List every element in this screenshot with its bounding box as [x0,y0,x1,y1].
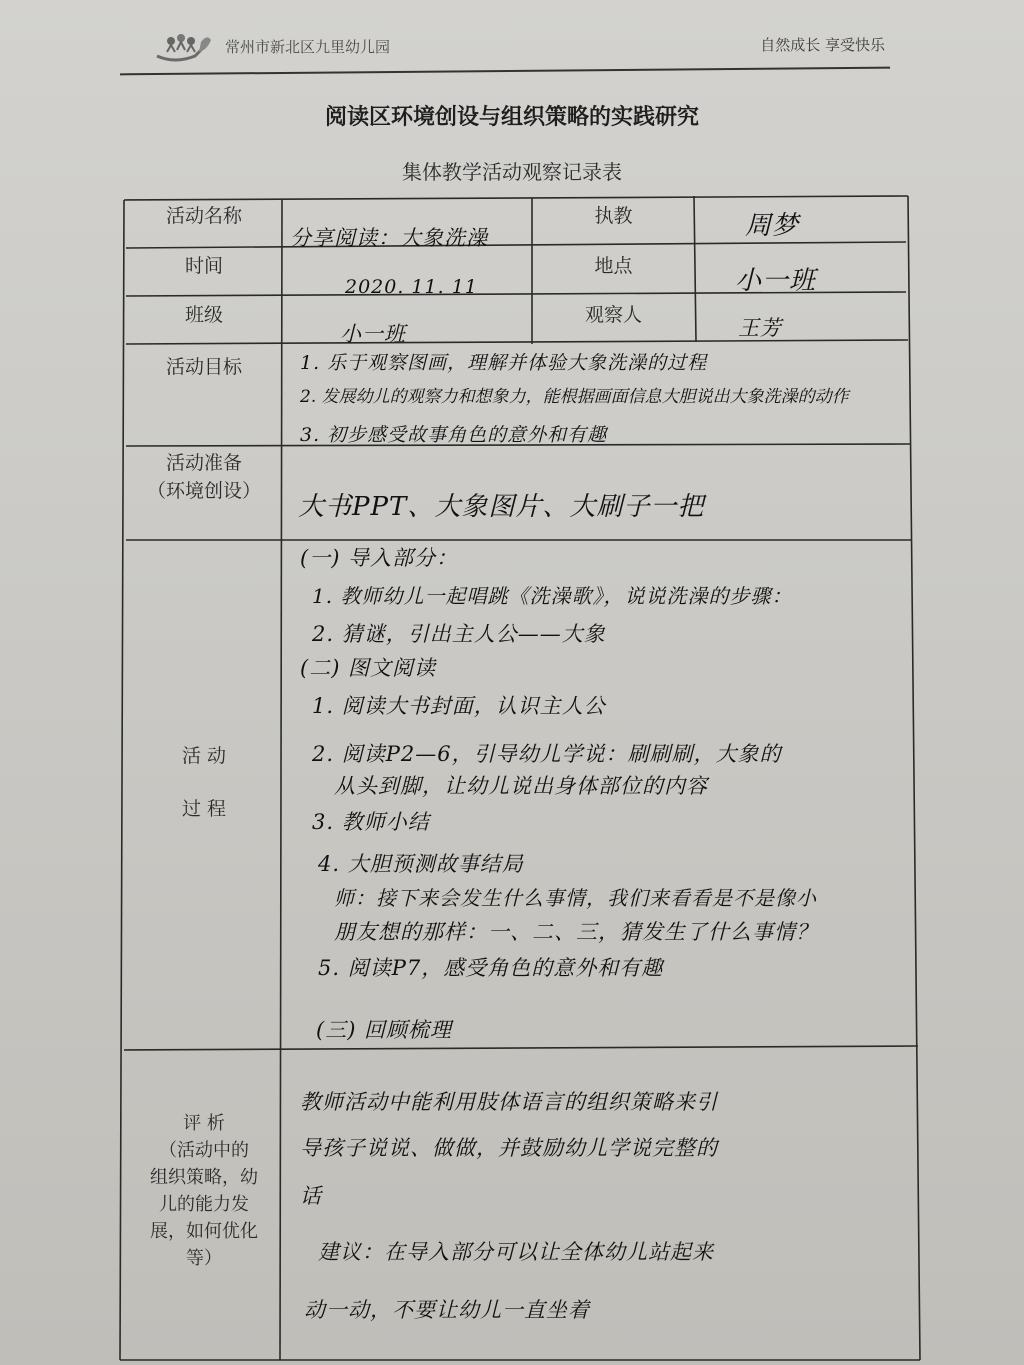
goal-line: 2. 发展幼儿的观察力和想象力，能根据画面信息大胆说出大象洗澡的动作 [300,387,849,407]
process-line: 1. 阅读大书封面，认识主人公 [312,694,606,718]
analysis-line: 话 [300,1184,322,1208]
analysis-line: 动一动，不要让幼儿一直坐着 [304,1298,590,1322]
process-line: 3. 教师小结 [312,810,430,834]
label-process-line: 过 程 [181,798,227,821]
label-analysis-line: （活动中的 [159,1140,249,1161]
label-analysis-line: 等） [186,1248,222,1269]
process-line: 4. 大胆预测故事结局 [318,852,524,876]
goal-line: 1. 乐于观察图画，理解并体验大象洗澡的过程 [300,352,708,374]
process-line: (三) 回顾梳理 [316,1018,453,1042]
label-analysis [126,1110,282,1272]
process-line: 2. 猜谜，引出主人公——大象 [312,622,606,646]
label-process [126,730,282,836]
label-observer: 观察人 [584,304,642,326]
label-preparation-line: 活动准备 [165,452,242,474]
process-line: 从头到脚，让幼儿说出身体部位的内容 [334,774,708,798]
analysis-line: 建议：在导入部分可以让全体幼儿站起来 [318,1240,714,1264]
label-analysis-line: 评 析 [183,1113,225,1134]
label-preparation [126,450,282,505]
label-time: 时间 [184,255,223,277]
value-activity-name: 分享阅读：大象洗澡 [290,226,488,250]
school-name: 常州市新北区九里幼儿园 [225,38,391,56]
analysis-line: 导孩子说说、做做，并鼓励幼儿学说完整的 [300,1136,718,1160]
process-line: 朋友想的那样：一、二、三，猜发生了什么事情？ [334,920,818,944]
label-analysis-line: 展，如何优化 [150,1221,258,1242]
value-observer: 王芳 [738,316,782,340]
label-goals: 活动目标 [165,356,242,378]
value-location: 小一班 [735,266,817,296]
value-class: 小一班 [340,322,406,346]
label-location: 地点 [594,255,633,277]
label-process-line: 活 动 [181,745,227,767]
label-teacher: 执教 [594,205,633,227]
value-time: 2020. 11. 11 [345,276,478,298]
label-activity-name: 活动名称 [165,205,242,227]
process-line: 1. 教师幼儿一起唱跳《洗澡歌》，说说洗澡的步骤： [312,584,793,608]
school-motto: 自然成长 享受快乐 [760,36,885,54]
document-subtitle: 集体教学活动观察记录表 [402,160,622,184]
analysis-line: 教师活动中能利用肢体语言的组织策略来引 [300,1090,718,1114]
label-class: 班级 [184,304,223,326]
value-teacher: 周梦 [745,211,800,241]
process-line: 5. 阅读P7，感受角色的意外和有趣 [318,956,664,980]
value-preparation: 大书PPT、大象图片、大刷子一把 [298,492,705,522]
document-title: 阅读区环境创设与组织策略的实践研究 [324,104,699,130]
label-analysis-line: 儿的能力发 [159,1194,249,1215]
process-line: 师：接下来会发生什么事情，我们来看看是不是像小 [334,886,817,910]
process-line: (二) 图文阅读 [300,656,437,680]
process-line: 2. 阅读P2—6，引导幼儿学说：刷刷刷，大象的 [312,742,782,766]
process-line: (一) 导入部分： [300,546,459,570]
label-analysis-line: 组织策略，幼 [150,1167,258,1188]
goal-line: 3. 初步感受故事角色的意外和有趣 [300,424,608,446]
label-preparation-line: （环境创设） [146,479,261,502]
